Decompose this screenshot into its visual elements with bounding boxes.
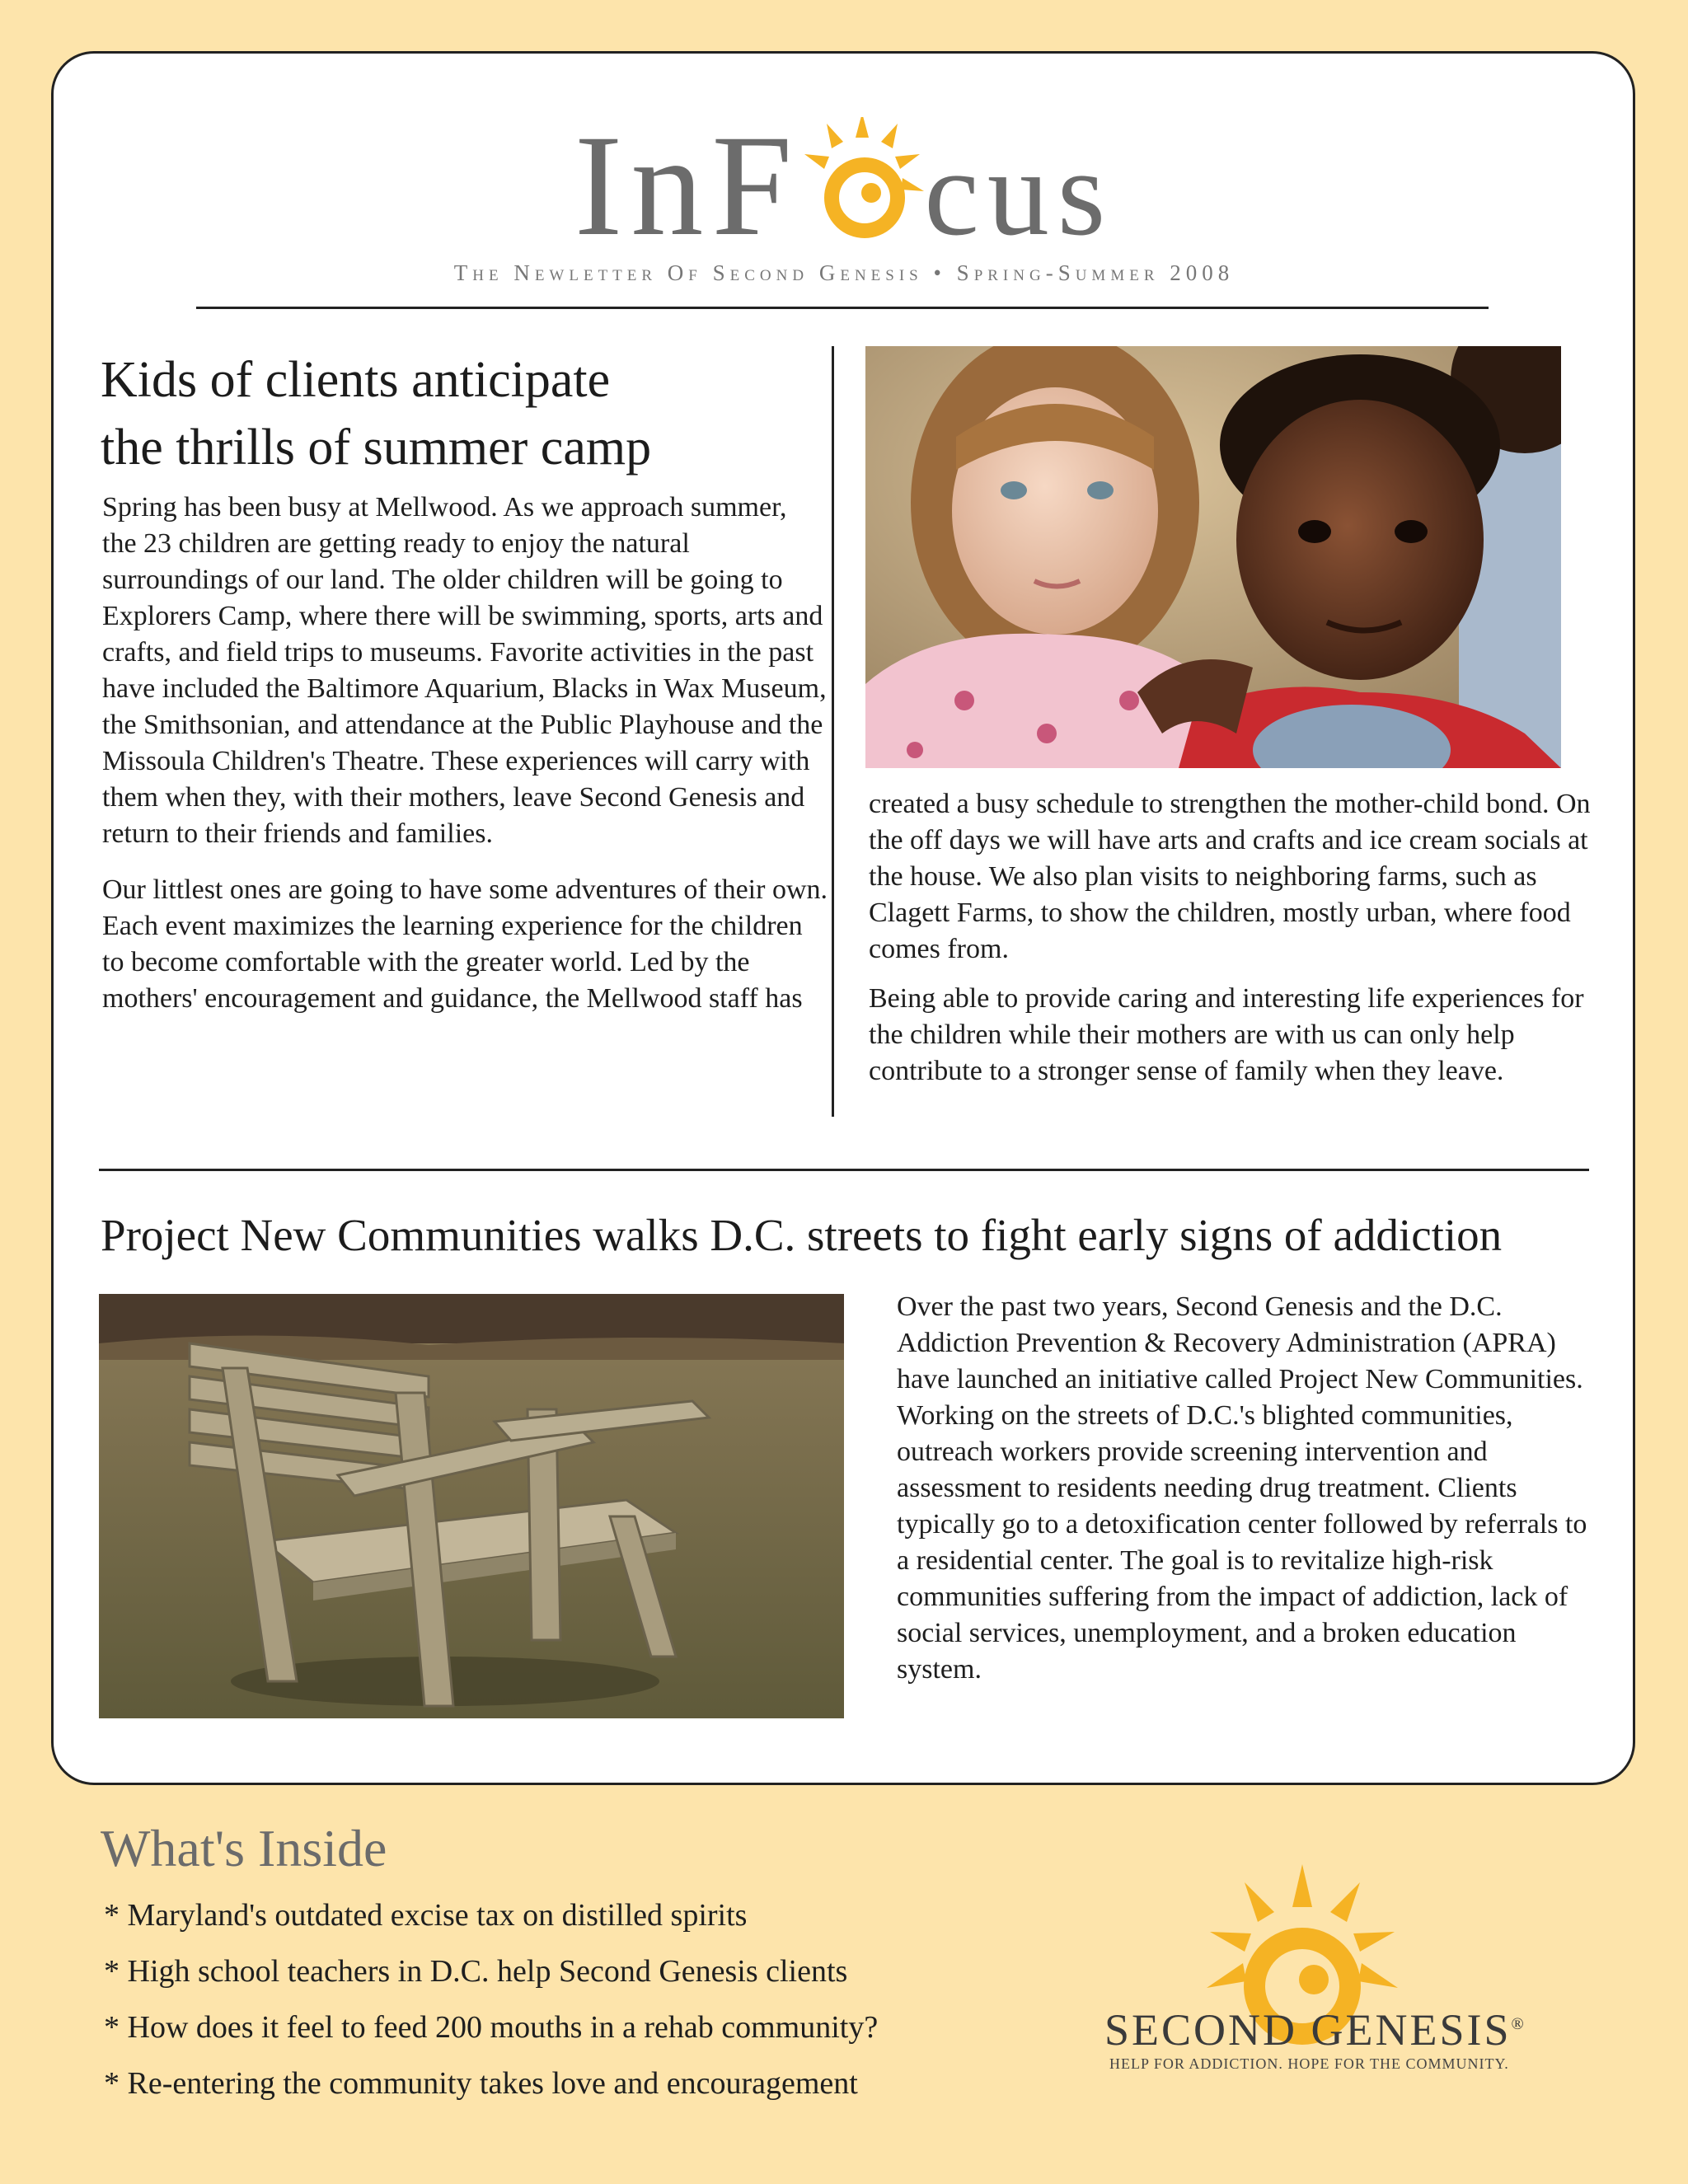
article1-headline-line2: the thrills of summer camp [101, 419, 652, 476]
article1-paragraph: Being able to provide caring and interesting life experiences for the children while their mothers are with us can only help contribute to a stronger sense of family when they leave. [869, 983, 1584, 1086]
masthead-title-part1: InF [574, 105, 801, 266]
masthead-title [0, 105, 1688, 266]
section-rule [99, 1169, 1589, 1171]
article1-headline-line1: Kids of clients anticipate [101, 352, 611, 408]
whats-inside-title: What's Inside [101, 1819, 387, 1877]
masthead-title-part2: cus [924, 124, 1114, 261]
inside-item: * Maryland's outdated excise tax on distilled spirits [104, 1898, 748, 1933]
bench-photo [99, 1294, 844, 1718]
article2-paragraph: Over the past two years, Second Genesis and the D.C. Addiction Prevention & Recovery Administration (APRA) have launched an initiative called Project New Communities. Working on the streets of D.C.'s blighted communities, outreach workers provide screening intervention and assessment to residents needing drug treatment. Clients typically go to a detoxification center followed by referrals to a residential center. The goal is to revitalize high-risk communities suffering from the impact of addiction, lack of social services, unemployment, and a broken education system. [897, 1291, 1587, 1685]
article2-headline: Project New Communities walks D.C. streets to fight early signs of addiction [101, 1210, 1503, 1260]
column-divider [832, 346, 834, 1117]
logo-tagline: HELP FOR ADDICTION. HOPE FOR THE COMMUNITY. [1109, 2055, 1509, 2072]
article1-column-left [102, 490, 828, 1030]
registered-mark: ® [1511, 2015, 1526, 2033]
article1-headline [101, 346, 826, 481]
article1-column-right [869, 786, 1594, 1103]
inside-item: * How does it feel to feed 200 mouths in a rehab community? [104, 2010, 879, 2045]
sun-o-icon [800, 117, 924, 241]
inside-item: * Re-entering the community takes love and encouragement [104, 2066, 858, 2101]
article1-paragraph: Spring has been busy at Mellwood. As we approach summer, the 23 children are getting ready to enjoy the natural surroundings of our land. The older children will be going to Explorers Camp, where there will be swimming, sports, arts and crafts, and field trips to museums. Favorite activities in the past have included the Baltimore Aquarium, Blacks in Wax Museum, the Smithsonian, and attendance at the Public Playhouse and the Missoula Children's Theatre. These experiences will carry with them when they, with their mothers, leave Second Genesis and return to their friends and families. [102, 492, 827, 849]
masthead-rule [196, 307, 1489, 309]
article1-paragraph: created a busy schedule to strengthen the mother-child bond. On the off days we will have arts and crafts and ice cream socials at the house. We also plan visits to neighboring farms, such as Clagett Farms, to show the children, mostly urban, where food comes from. [869, 789, 1591, 964]
masthead-subtitle: The Newletter Of Second Genesis • Spring-Summer 2008 [453, 260, 1235, 285]
logo-name-text: SECOND GENESIS [1104, 2005, 1512, 2055]
article2-body [897, 1289, 1589, 1701]
inside-item: * High school teachers in D.C. help Second Genesis clients [104, 1954, 848, 1989]
article1-paragraph: Our littlest ones are going to have some adventures of their own. Each event maximizes the learning experience for the children to become comfortable with the greater world. Led by the mothers' encouragement and guidance, the Mellwood staff has [102, 874, 828, 1014]
children-photo [865, 346, 1561, 768]
logo-name [1104, 2004, 1526, 2055]
